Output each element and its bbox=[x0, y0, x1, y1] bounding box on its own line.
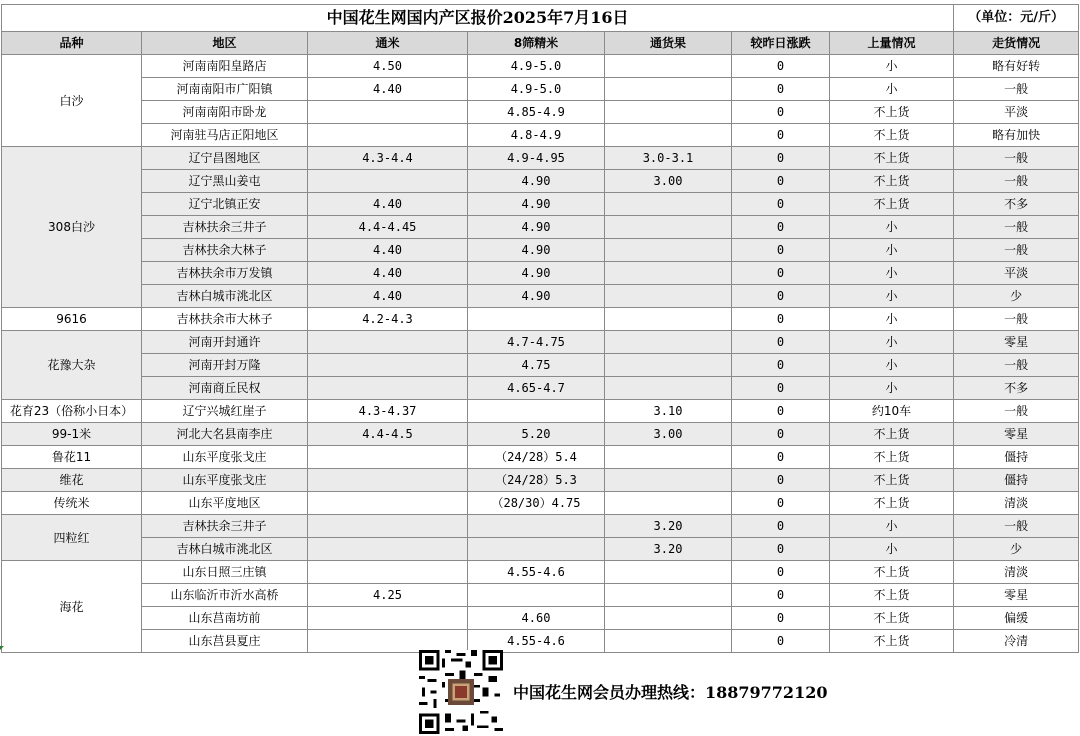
sales-cell: 零星 bbox=[954, 584, 1079, 607]
column-header: 通货果 bbox=[605, 32, 732, 55]
jingmi-cell: 4.9-4.95 bbox=[468, 147, 605, 170]
region-cell: 辽宁昌图地区 bbox=[142, 147, 308, 170]
column-header: 上量情况 bbox=[830, 32, 954, 55]
table-row bbox=[2, 584, 1079, 607]
change-cell: 0 bbox=[732, 446, 830, 469]
sales-cell: 不多 bbox=[954, 377, 1079, 400]
column-header: 通米 bbox=[308, 32, 468, 55]
jingmi-cell: 4.90 bbox=[468, 216, 605, 239]
sales-cell: 少 bbox=[954, 285, 1079, 308]
region-cell: 山东莒县夏庄 bbox=[142, 630, 308, 653]
region-cell: 山东平度张戈庄 bbox=[142, 469, 308, 492]
column-header: 品种 bbox=[2, 32, 142, 55]
table-row bbox=[2, 469, 1079, 492]
region-cell: 山东临沂市沂水高桥 bbox=[142, 584, 308, 607]
change-cell: 0 bbox=[732, 469, 830, 492]
tonghuo-cell bbox=[605, 331, 732, 354]
tonghuo-cell bbox=[605, 285, 732, 308]
tonghuo-cell bbox=[605, 446, 732, 469]
sales-cell: 一般 bbox=[954, 400, 1079, 423]
column-header-row bbox=[2, 32, 1079, 55]
jingmi-cell: 5.20 bbox=[468, 423, 605, 446]
table-row bbox=[2, 308, 1079, 331]
supply-cell: 不上货 bbox=[830, 101, 954, 124]
tongmi-cell: 4.3-4.37 bbox=[308, 400, 468, 423]
table-row bbox=[2, 216, 1079, 239]
qr-code-icon bbox=[417, 650, 505, 734]
tonghuo-cell bbox=[605, 239, 732, 262]
jingmi-cell bbox=[468, 400, 605, 423]
tongmi-cell: 4.4-4.45 bbox=[308, 216, 468, 239]
region-cell: 吉林扶余市大林子 bbox=[142, 308, 308, 331]
tongmi-cell bbox=[308, 124, 468, 147]
sales-cell: 冷清 bbox=[954, 630, 1079, 653]
jingmi-cell bbox=[468, 515, 605, 538]
tonghuo-cell bbox=[605, 469, 732, 492]
region-cell: 吉林白城市洮北区 bbox=[142, 538, 308, 561]
jingmi-cell: 4.7-4.75 bbox=[468, 331, 605, 354]
tongmi-cell: 4.40 bbox=[308, 239, 468, 262]
change-cell: 0 bbox=[732, 147, 830, 170]
supply-cell: 不上货 bbox=[830, 630, 954, 653]
jingmi-cell: （24/28）5.3 bbox=[468, 469, 605, 492]
supply-cell: 不上货 bbox=[830, 170, 954, 193]
variety-cell: 9616 bbox=[2, 308, 142, 331]
table-row bbox=[2, 170, 1079, 193]
supply-cell: 不上货 bbox=[830, 584, 954, 607]
change-cell: 0 bbox=[732, 354, 830, 377]
table-row bbox=[2, 354, 1079, 377]
sales-cell: 略有加快 bbox=[954, 124, 1079, 147]
change-cell: 0 bbox=[732, 101, 830, 124]
jingmi-cell: 4.55-4.6 bbox=[468, 561, 605, 584]
tongmi-cell: 4.40 bbox=[308, 193, 468, 216]
variety-cell: 维花 bbox=[2, 469, 142, 492]
tongmi-cell: 4.40 bbox=[308, 285, 468, 308]
tonghuo-cell bbox=[605, 607, 732, 630]
change-cell: 0 bbox=[732, 515, 830, 538]
table-row bbox=[2, 239, 1079, 262]
tongmi-cell: 4.50 bbox=[308, 55, 468, 78]
supply-cell: 小 bbox=[830, 78, 954, 101]
change-cell: 0 bbox=[732, 239, 830, 262]
table-row bbox=[2, 285, 1079, 308]
change-cell: 0 bbox=[732, 216, 830, 239]
jingmi-cell: 4.8-4.9 bbox=[468, 124, 605, 147]
supply-cell: 不上货 bbox=[830, 607, 954, 630]
table-row bbox=[2, 124, 1079, 147]
jingmi-cell: 4.85-4.9 bbox=[468, 101, 605, 124]
supply-cell: 不上货 bbox=[830, 469, 954, 492]
supply-cell: 小 bbox=[830, 55, 954, 78]
sales-cell: 平淡 bbox=[954, 101, 1079, 124]
region-cell: 吉林白城市洮北区 bbox=[142, 285, 308, 308]
sales-cell: 不多 bbox=[954, 193, 1079, 216]
sales-cell: 少 bbox=[954, 538, 1079, 561]
jingmi-cell: （28/30）4.75 bbox=[468, 492, 605, 515]
sales-cell: 一般 bbox=[954, 239, 1079, 262]
jingmi-cell: 4.90 bbox=[468, 285, 605, 308]
region-cell: 河南驻马店正阳地区 bbox=[142, 124, 308, 147]
variety-cell: 花育23（俗称小日本） bbox=[2, 400, 142, 423]
variety-cell: 四粒红 bbox=[2, 515, 142, 561]
tonghuo-cell: 3.20 bbox=[605, 515, 732, 538]
tonghuo-cell bbox=[605, 193, 732, 216]
supply-cell: 小 bbox=[830, 354, 954, 377]
supply-cell: 小 bbox=[830, 285, 954, 308]
tongmi-cell bbox=[308, 607, 468, 630]
sales-cell: 零星 bbox=[954, 423, 1079, 446]
tongmi-cell bbox=[308, 469, 468, 492]
table-row bbox=[2, 538, 1079, 561]
supply-cell: 不上货 bbox=[830, 124, 954, 147]
region-cell: 河南开封万隆 bbox=[142, 354, 308, 377]
sales-cell: 一般 bbox=[954, 216, 1079, 239]
table-row bbox=[2, 607, 1079, 630]
region-cell: 河南南阳市卧龙 bbox=[142, 101, 308, 124]
jingmi-cell: 4.90 bbox=[468, 239, 605, 262]
region-cell: 河南南阳皇路店 bbox=[142, 55, 308, 78]
table-row bbox=[2, 147, 1079, 170]
region-cell: 山东日照三庄镇 bbox=[142, 561, 308, 584]
table-row bbox=[2, 446, 1079, 469]
unit-label: （单位：元/斤） bbox=[954, 5, 1079, 32]
change-cell: 0 bbox=[732, 262, 830, 285]
change-cell: 0 bbox=[732, 55, 830, 78]
tongmi-cell: 4.40 bbox=[308, 262, 468, 285]
tongmi-cell bbox=[308, 170, 468, 193]
tonghuo-cell bbox=[605, 584, 732, 607]
table-row bbox=[2, 101, 1079, 124]
tonghuo-cell bbox=[605, 101, 732, 124]
region-cell: 吉林扶余市万发镇 bbox=[142, 262, 308, 285]
change-cell: 0 bbox=[732, 538, 830, 561]
variety-cell: 鲁花11 bbox=[2, 446, 142, 469]
table-row bbox=[2, 515, 1079, 538]
supply-cell: 小 bbox=[830, 308, 954, 331]
table-row bbox=[2, 78, 1079, 101]
tongmi-cell bbox=[308, 331, 468, 354]
variety-cell: 308白沙 bbox=[2, 147, 142, 308]
column-header: 较昨日涨跌 bbox=[732, 32, 830, 55]
sales-cell: 一般 bbox=[954, 170, 1079, 193]
supply-cell: 不上货 bbox=[830, 193, 954, 216]
supply-cell: 小 bbox=[830, 216, 954, 239]
region-cell: 山东平度地区 bbox=[142, 492, 308, 515]
region-cell: 河南开封通许 bbox=[142, 331, 308, 354]
region-cell: 吉林扶余大林子 bbox=[142, 239, 308, 262]
jingmi-cell: 4.9-5.0 bbox=[468, 78, 605, 101]
change-cell: 0 bbox=[732, 308, 830, 331]
price-table bbox=[1, 4, 1079, 653]
hotline-text: 中国花生网会员办理热线：18879772120 bbox=[513, 683, 828, 702]
region-cell: 辽宁兴城红崖子 bbox=[142, 400, 308, 423]
change-cell: 0 bbox=[732, 400, 830, 423]
supply-cell: 不上货 bbox=[830, 561, 954, 584]
jingmi-cell: 4.90 bbox=[468, 193, 605, 216]
tongmi-cell: 4.3-4.4 bbox=[308, 147, 468, 170]
tongmi-cell bbox=[308, 515, 468, 538]
sales-cell: 清淡 bbox=[954, 561, 1079, 584]
tongmi-cell bbox=[308, 446, 468, 469]
page-title: 中国花生网国内产区报价2025年7月16日 bbox=[2, 5, 954, 32]
region-cell: 河南商丘民权 bbox=[142, 377, 308, 400]
supply-cell: 小 bbox=[830, 377, 954, 400]
jingmi-cell bbox=[468, 308, 605, 331]
tonghuo-cell bbox=[605, 377, 732, 400]
table-row bbox=[2, 193, 1079, 216]
table-row bbox=[2, 492, 1079, 515]
table-row bbox=[2, 331, 1079, 354]
column-header: 地区 bbox=[142, 32, 308, 55]
tonghuo-cell bbox=[605, 55, 732, 78]
variety-cell: 花豫大杂 bbox=[2, 331, 142, 400]
cell-marker-icon bbox=[0, 646, 4, 650]
region-cell: 河北大名县南李庄 bbox=[142, 423, 308, 446]
tongmi-cell: 4.4-4.5 bbox=[308, 423, 468, 446]
column-header: 走货情况 bbox=[954, 32, 1079, 55]
variety-cell: 传统米 bbox=[2, 492, 142, 515]
region-cell: 河南南阳市广阳镇 bbox=[142, 78, 308, 101]
jingmi-cell: 4.55-4.6 bbox=[468, 630, 605, 653]
sales-cell: 一般 bbox=[954, 354, 1079, 377]
change-cell: 0 bbox=[732, 78, 830, 101]
change-cell: 0 bbox=[732, 193, 830, 216]
region-cell: 辽宁北镇正安 bbox=[142, 193, 308, 216]
supply-cell: 小 bbox=[830, 538, 954, 561]
jingmi-cell bbox=[468, 538, 605, 561]
sales-cell: 一般 bbox=[954, 515, 1079, 538]
tonghuo-cell bbox=[605, 354, 732, 377]
region-cell: 吉林扶余三井子 bbox=[142, 515, 308, 538]
change-cell: 0 bbox=[732, 285, 830, 308]
region-cell: 辽宁黑山姜屯 bbox=[142, 170, 308, 193]
supply-cell: 不上货 bbox=[830, 446, 954, 469]
change-cell: 0 bbox=[732, 630, 830, 653]
table-row bbox=[2, 377, 1079, 400]
tonghuo-cell bbox=[605, 78, 732, 101]
tonghuo-cell bbox=[605, 561, 732, 584]
supply-cell: 不上货 bbox=[830, 423, 954, 446]
sales-cell: 一般 bbox=[954, 147, 1079, 170]
tonghuo-cell: 3.0-3.1 bbox=[605, 147, 732, 170]
sales-cell: 偏缓 bbox=[954, 607, 1079, 630]
tonghuo-cell bbox=[605, 308, 732, 331]
sales-cell: 一般 bbox=[954, 78, 1079, 101]
table-row bbox=[2, 400, 1079, 423]
footer bbox=[417, 648, 877, 734]
variety-cell: 白沙 bbox=[2, 55, 142, 147]
tonghuo-cell: 3.20 bbox=[605, 538, 732, 561]
tonghuo-cell bbox=[605, 492, 732, 515]
supply-cell: 小 bbox=[830, 331, 954, 354]
tongmi-cell bbox=[308, 101, 468, 124]
tonghuo-cell bbox=[605, 216, 732, 239]
tongmi-cell: 4.40 bbox=[308, 78, 468, 101]
tongmi-cell bbox=[308, 354, 468, 377]
change-cell: 0 bbox=[732, 492, 830, 515]
sales-cell: 零星 bbox=[954, 331, 1079, 354]
price-table-body bbox=[2, 55, 1079, 653]
column-header: 8筛精米 bbox=[468, 32, 605, 55]
variety-cell: 海花 bbox=[2, 561, 142, 653]
tonghuo-cell bbox=[605, 124, 732, 147]
change-cell: 0 bbox=[732, 124, 830, 147]
change-cell: 0 bbox=[732, 377, 830, 400]
change-cell: 0 bbox=[732, 331, 830, 354]
sales-cell: 略有好转 bbox=[954, 55, 1079, 78]
tongmi-cell bbox=[308, 377, 468, 400]
tonghuo-cell bbox=[605, 262, 732, 285]
sales-cell: 僵持 bbox=[954, 446, 1079, 469]
supply-cell: 约10车 bbox=[830, 400, 954, 423]
supply-cell: 小 bbox=[830, 262, 954, 285]
change-cell: 0 bbox=[732, 561, 830, 584]
table-row bbox=[2, 55, 1079, 78]
jingmi-cell: 4.65-4.7 bbox=[468, 377, 605, 400]
tongmi-cell bbox=[308, 561, 468, 584]
change-cell: 0 bbox=[732, 584, 830, 607]
sales-cell: 清淡 bbox=[954, 492, 1079, 515]
supply-cell: 不上货 bbox=[830, 492, 954, 515]
jingmi-cell bbox=[468, 584, 605, 607]
tonghuo-cell: 3.10 bbox=[605, 400, 732, 423]
tongmi-cell bbox=[308, 492, 468, 515]
jingmi-cell: 4.9-5.0 bbox=[468, 55, 605, 78]
supply-cell: 小 bbox=[830, 515, 954, 538]
table-row bbox=[2, 561, 1079, 584]
sales-cell: 僵持 bbox=[954, 469, 1079, 492]
table-row bbox=[2, 423, 1079, 446]
jingmi-cell: 4.90 bbox=[468, 170, 605, 193]
change-cell: 0 bbox=[732, 423, 830, 446]
tonghuo-cell: 3.00 bbox=[605, 170, 732, 193]
jingmi-cell: 4.75 bbox=[468, 354, 605, 377]
region-cell: 吉林扶余三井子 bbox=[142, 216, 308, 239]
region-cell: 山东莒南坊前 bbox=[142, 607, 308, 630]
region-cell: 山东平度张戈庄 bbox=[142, 446, 308, 469]
change-cell: 0 bbox=[732, 607, 830, 630]
jingmi-cell: 4.90 bbox=[468, 262, 605, 285]
variety-cell: 99-1米 bbox=[2, 423, 142, 446]
jingmi-cell: 4.60 bbox=[468, 607, 605, 630]
jingmi-cell: （24/28）5.4 bbox=[468, 446, 605, 469]
sales-cell: 一般 bbox=[954, 308, 1079, 331]
tongmi-cell: 4.25 bbox=[308, 584, 468, 607]
tongmi-cell: 4.2-4.3 bbox=[308, 308, 468, 331]
supply-cell: 小 bbox=[830, 239, 954, 262]
change-cell: 0 bbox=[732, 170, 830, 193]
tongmi-cell bbox=[308, 538, 468, 561]
supply-cell: 不上货 bbox=[830, 147, 954, 170]
table-row bbox=[2, 262, 1079, 285]
tonghuo-cell: 3.00 bbox=[605, 423, 732, 446]
sales-cell: 平淡 bbox=[954, 262, 1079, 285]
